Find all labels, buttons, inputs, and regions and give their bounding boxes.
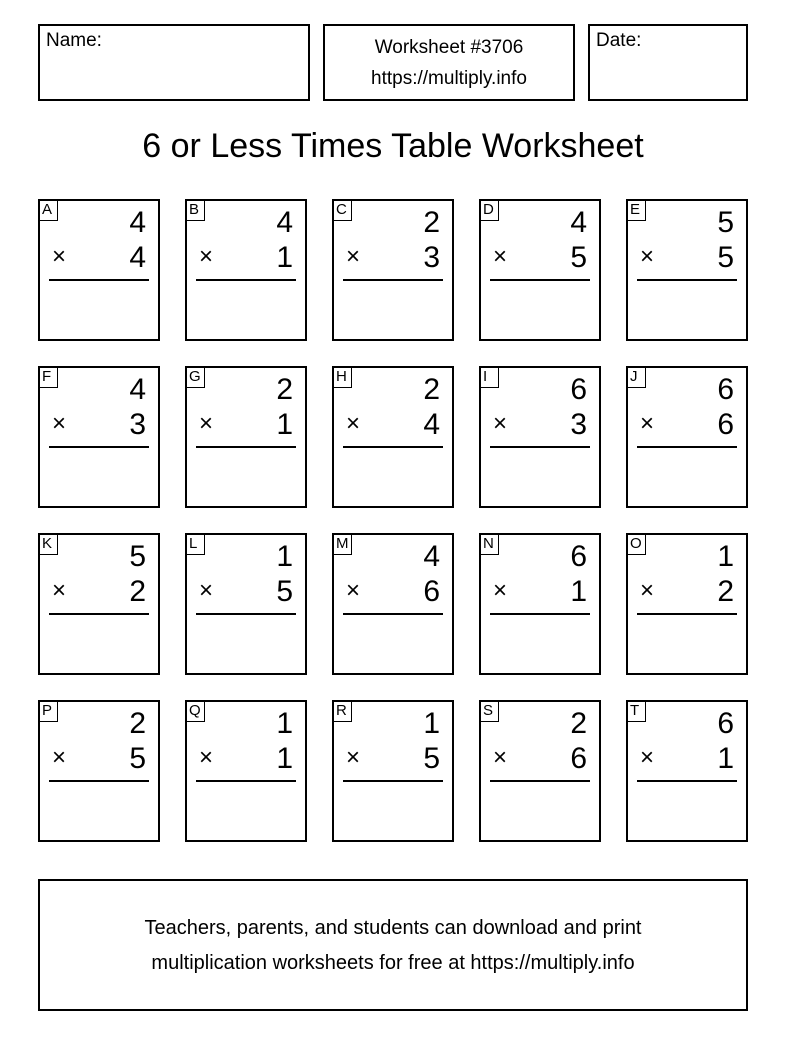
multiplicand: 4 [129,373,146,406]
problem-letter: Q [185,700,205,722]
problem-card [479,366,601,508]
times-sign: × [346,577,361,604]
problem-card [38,199,160,341]
answer-line [637,780,737,782]
multiplicand: 6 [717,707,734,740]
answer-line [343,780,443,782]
multiplier: 2 [129,575,146,608]
answer-line [196,613,296,615]
times-sign: × [52,410,67,437]
multiplier: 5 [570,241,587,274]
multiplicand: 2 [423,373,440,406]
footer-line-1: Teachers, parents, and students can download and print [144,917,642,939]
problem-card [38,366,160,508]
problem-card [626,533,748,675]
problem-card [626,199,748,341]
multiplicand: 1 [276,540,293,573]
answer-line [490,780,590,782]
multiplicand: 2 [570,707,587,740]
times-sign: × [640,577,655,604]
multiplier: 1 [717,742,734,775]
problem-letter: E [626,199,646,221]
times-sign: × [346,410,361,437]
times-sign: × [493,744,508,771]
times-sign: × [199,744,214,771]
answer-line [196,446,296,448]
multiplier: 6 [570,742,587,775]
answer-line [343,279,443,281]
multiplicand: 6 [717,373,734,406]
answer-line [49,446,149,448]
problem-card [479,199,601,341]
problem-card [185,366,307,508]
times-sign: × [640,410,655,437]
multiplier: 1 [570,575,587,608]
multiplier: 4 [423,408,440,441]
answer-line [196,279,296,281]
times-sign: × [493,577,508,604]
answer-line [49,279,149,281]
problem-card [332,700,454,842]
problem-letter: M [332,533,352,555]
multiplier: 3 [570,408,587,441]
problem-letter: K [38,533,58,555]
problem-letter: T [626,700,646,722]
problem-card [185,199,307,341]
times-sign: × [640,243,655,270]
problem-letter: B [185,199,205,221]
problem-card [626,366,748,508]
worksheet-id: Worksheet #3706 [374,37,524,58]
multiplier: 1 [276,408,293,441]
multiplier: 5 [423,742,440,775]
times-sign: × [493,410,508,437]
problem-letter: I [479,366,499,388]
multiplicand: 2 [276,373,293,406]
problem-letter: O [626,533,646,555]
name-box [38,24,310,101]
times-sign: × [199,577,214,604]
problem-card [479,533,601,675]
answer-line [196,780,296,782]
problem-card [479,700,601,842]
multiplicand: 4 [570,206,587,239]
problem-letter: L [185,533,205,555]
problem-card [332,199,454,341]
problem-card [626,700,748,842]
problem-card [332,366,454,508]
multiplicand: 4 [129,206,146,239]
problem-card [38,700,160,842]
answer-line [637,613,737,615]
multiplicand: 1 [423,707,440,740]
problem-letter: F [38,366,58,388]
times-sign: × [199,243,214,270]
answer-line [49,613,149,615]
worksheet-info-box [323,24,575,101]
multiplier: 1 [276,742,293,775]
multiplicand: 5 [129,540,146,573]
times-sign: × [346,744,361,771]
multiplicand: 1 [276,707,293,740]
multiplicand: 2 [129,707,146,740]
answer-line [490,613,590,615]
times-sign: × [346,243,361,270]
date-box [588,24,748,101]
answer-line [637,446,737,448]
multiplier: 4 [129,241,146,274]
problem-letter: J [626,366,646,388]
multiplier: 5 [717,241,734,274]
answer-line [490,279,590,281]
multiplicand: 2 [423,206,440,239]
multiplier: 1 [276,241,293,274]
problem-letter: A [38,199,58,221]
times-sign: × [52,243,67,270]
problem-letter: S [479,700,499,722]
problem-letter: G [185,366,205,388]
problem-card [185,700,307,842]
times-sign: × [640,744,655,771]
answer-line [343,446,443,448]
times-sign: × [199,410,214,437]
site-url: https://multiply.info [371,68,527,89]
problem-letter: D [479,199,499,221]
multiplicand: 5 [717,206,734,239]
multiplier: 5 [276,575,293,608]
problem-letter: H [332,366,352,388]
problem-card [185,533,307,675]
multiplicand: 6 [570,373,587,406]
footer-line-2: multiplication worksheets for free at https://multiply.info [151,952,635,974]
problem-card [38,533,160,675]
multiplier: 3 [129,408,146,441]
problem-letter: N [479,533,499,555]
name-label: Name: [46,30,102,51]
page-title: 6 or Less Times Table Worksheet [142,127,644,165]
multiplicand: 4 [276,206,293,239]
multiplier: 6 [423,575,440,608]
footer-box [38,879,748,1011]
answer-line [490,446,590,448]
problem-card [332,533,454,675]
times-sign: × [493,243,508,270]
multiplier: 5 [129,742,146,775]
problem-letter: C [332,199,352,221]
times-sign: × [52,577,67,604]
multiplier: 3 [423,241,440,274]
answer-line [49,780,149,782]
answer-line [637,279,737,281]
date-label: Date: [596,30,642,51]
problem-letter: R [332,700,352,722]
multiplicand: 4 [423,540,440,573]
answer-line [343,613,443,615]
problem-letter: P [38,700,58,722]
multiplier: 6 [717,408,734,441]
multiplicand: 1 [717,540,734,573]
multiplicand: 6 [570,540,587,573]
times-sign: × [52,744,67,771]
multiplier: 2 [717,575,734,608]
